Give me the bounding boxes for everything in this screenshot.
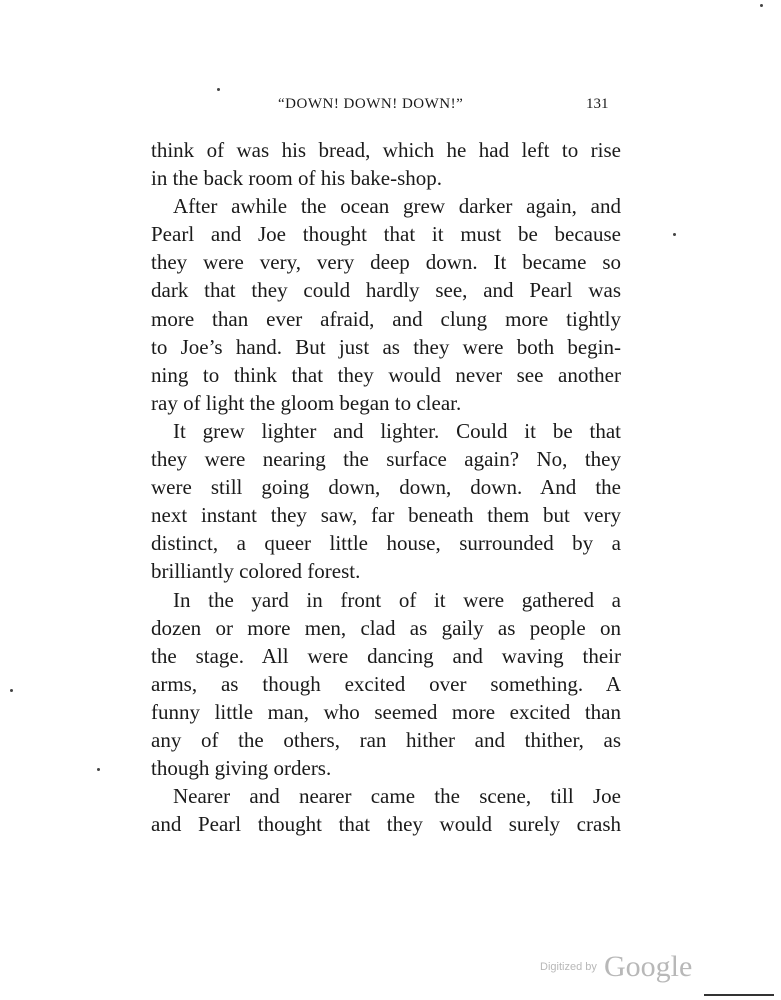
text-line: In the yard in front of it were gathered a	[173, 587, 621, 612]
speck-mark	[217, 88, 220, 91]
text-line: though giving orders.	[151, 756, 332, 781]
text-line: After awhile the ocean grew darker again, and	[173, 194, 621, 219]
running-head	[0, 96, 781, 118]
text-line: brilliantly colored forest.	[151, 559, 361, 584]
text-line: to Joe’s hand. But just as they were both begin-	[151, 334, 621, 359]
speck-mark	[10, 689, 13, 692]
text-line: dozen or more men, clad as gaily as people on	[151, 615, 621, 640]
text-line: and Pearl thought that they would surely crash	[151, 812, 621, 837]
text-line: Pearl and Joe thought that it must be because	[151, 222, 621, 247]
text-line: they were very, very deep down. It became so	[151, 250, 621, 275]
speck-mark	[97, 768, 100, 771]
text-line: dark that they could hardly see, and Pearl was	[151, 278, 621, 303]
text-line: more than ever afraid, and clung more tightly	[151, 306, 621, 331]
body-text	[151, 136, 621, 838]
speck-mark	[673, 233, 676, 236]
running-title: “DOWN! DOWN! DOWN!”	[278, 96, 464, 112]
page-number: 131	[586, 96, 609, 112]
digitized-watermark	[540, 950, 692, 984]
speck-mark	[760, 4, 763, 7]
text-line: Nearer and nearer came the scene, till Joe	[173, 784, 621, 809]
text-line: arms, as though excited over something. A	[151, 671, 621, 696]
text-line: any of the others, ran hither and thither, as	[151, 727, 621, 752]
watermark-prefix: Digitized by	[540, 961, 597, 973]
text-line: ning to think that they would never see another	[151, 362, 621, 387]
google-logo: Google	[603, 950, 693, 983]
text-line: the stage. All were dancing and waving their	[151, 643, 621, 668]
text-line: next instant they saw, far beneath them but very	[151, 503, 621, 528]
text-line: think of was his bread, which he had left to rise	[151, 138, 621, 162]
text-line: in the back room of his bake-shop.	[151, 166, 443, 191]
text-line: ray of light the gloom began to clear.	[151, 390, 462, 415]
text-line: distinct, a queer little house, surrounded by a	[151, 531, 621, 556]
text-line: were still going down, down, down. And the	[151, 475, 621, 500]
corner-rule	[704, 994, 774, 996]
text-line: It grew lighter and lighter. Could it be that	[173, 418, 621, 443]
text-line: funny little man, who seemed more excited than	[151, 699, 621, 724]
text-line: they were nearing the surface again? No, they	[151, 447, 621, 472]
